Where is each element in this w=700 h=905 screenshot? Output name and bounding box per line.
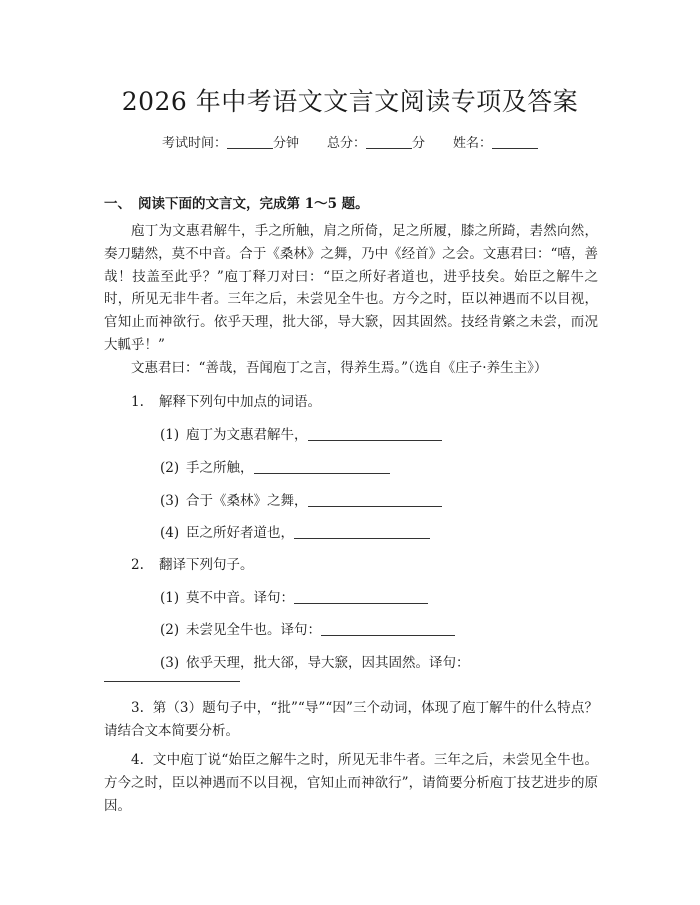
- document-title: 2026 年中考语文文言文阅读专项及答案: [121, 87, 579, 116]
- item-text: 依乎天理，批大郤，导大窾，因其固然。译句：: [186, 655, 470, 671]
- item-number: (1): [160, 427, 180, 443]
- question-prompt: 解释下列句中加点的词语。: [159, 394, 321, 410]
- score-blank[interactable]: [366, 136, 412, 149]
- question-2: [131, 553, 254, 573]
- time-blank[interactable]: [227, 136, 273, 149]
- item-number: (4): [160, 525, 180, 541]
- item-text: 未尝见全牛也。译句：: [186, 622, 321, 638]
- question-4: [104, 749, 598, 817]
- q2-item: [160, 618, 455, 638]
- q1-item: [160, 423, 442, 443]
- item-text: 合于《桑林》之舞，: [186, 493, 308, 509]
- question-text: 第（3）题句子中，“批”“导”“因”三个动词，体现了庖丁解牛的什么特点？请结合文本简要分析。: [104, 700, 598, 739]
- name-blank[interactable]: [492, 136, 538, 149]
- name-label: 姓名：: [453, 136, 493, 151]
- q1-item: [160, 489, 442, 509]
- answer-blank[interactable]: [308, 427, 442, 441]
- item-number: (2): [160, 622, 180, 638]
- item-text: 庖丁为文惠君解牛，: [186, 427, 308, 443]
- item-text: 臣之所好者道也，: [186, 525, 294, 541]
- answer-blank[interactable]: [104, 681, 240, 682]
- answer-blank[interactable]: [321, 622, 455, 636]
- answer-blank[interactable]: [294, 525, 430, 539]
- section-number: 一、: [104, 196, 131, 212]
- section-heading: [104, 192, 369, 212]
- question-number: 4.: [131, 752, 144, 768]
- question-number: 3.: [131, 700, 144, 716]
- time-unit: 分钟: [272, 136, 299, 151]
- score-label: 总分：: [326, 136, 366, 151]
- classical-passage: 庖丁为文惠君解牛，手之所触，肩之所倚，足之所履，膝之所踦，砉然向然，奏刀騞然，莫不中音。合于《桑林》之舞，乃中《经首》之会。文惠君曰：“嘻，善哉！技盖至此乎？”庖丁释刀对曰：“臣之所好者道也，进乎技矣。始臣之解牛之时，所见无非牛者。三年之后，未尝见全牛也。方今之时，臣以神遇而不以目视，官知止而神欲行。依乎天理，批大郤，导大窾，因其固然。技经肯綮之未尝，而况大軱乎！”: [104, 223, 598, 353]
- question-text: 文中庖丁说“始臣之解牛之时，所见无非牛者。三年之后，未尝见全牛也。方今之时，臣以神遇而不以目视，官知止而神欲行”，请简要分析庖丁技艺进步的原因。: [104, 752, 598, 814]
- score-unit: 分: [412, 136, 426, 151]
- answer-blank[interactable]: [294, 590, 428, 604]
- q2-item: [160, 586, 428, 606]
- item-text: 莫不中音。译句：: [186, 590, 294, 606]
- section-title: 阅读下面的文言文，完成第 1～5 题。: [138, 196, 369, 212]
- q2-item: [160, 651, 470, 671]
- passage-source: 文惠君曰：“善哉，吾闻庖丁之言，得养生焉。”（选自《庄子·养生主》）: [131, 360, 548, 376]
- item-number: (3): [160, 493, 180, 509]
- item-text: 手之所触，: [186, 460, 254, 476]
- question-1: [131, 390, 321, 410]
- answer-blank[interactable]: [308, 493, 442, 507]
- exam-info-line: [0, 132, 700, 151]
- item-number: (1): [160, 590, 180, 606]
- item-number: (3): [160, 655, 180, 671]
- q1-item: [160, 456, 390, 476]
- question-number: 2.: [131, 557, 144, 573]
- time-label: 考试时间：: [161, 136, 227, 151]
- question-prompt: 翻译下列句子。: [159, 557, 254, 573]
- answer-blank[interactable]: [254, 460, 390, 474]
- item-number: (2): [160, 460, 180, 476]
- question-3: [104, 697, 598, 743]
- question-number: 1.: [131, 394, 144, 410]
- q1-item: [160, 521, 430, 541]
